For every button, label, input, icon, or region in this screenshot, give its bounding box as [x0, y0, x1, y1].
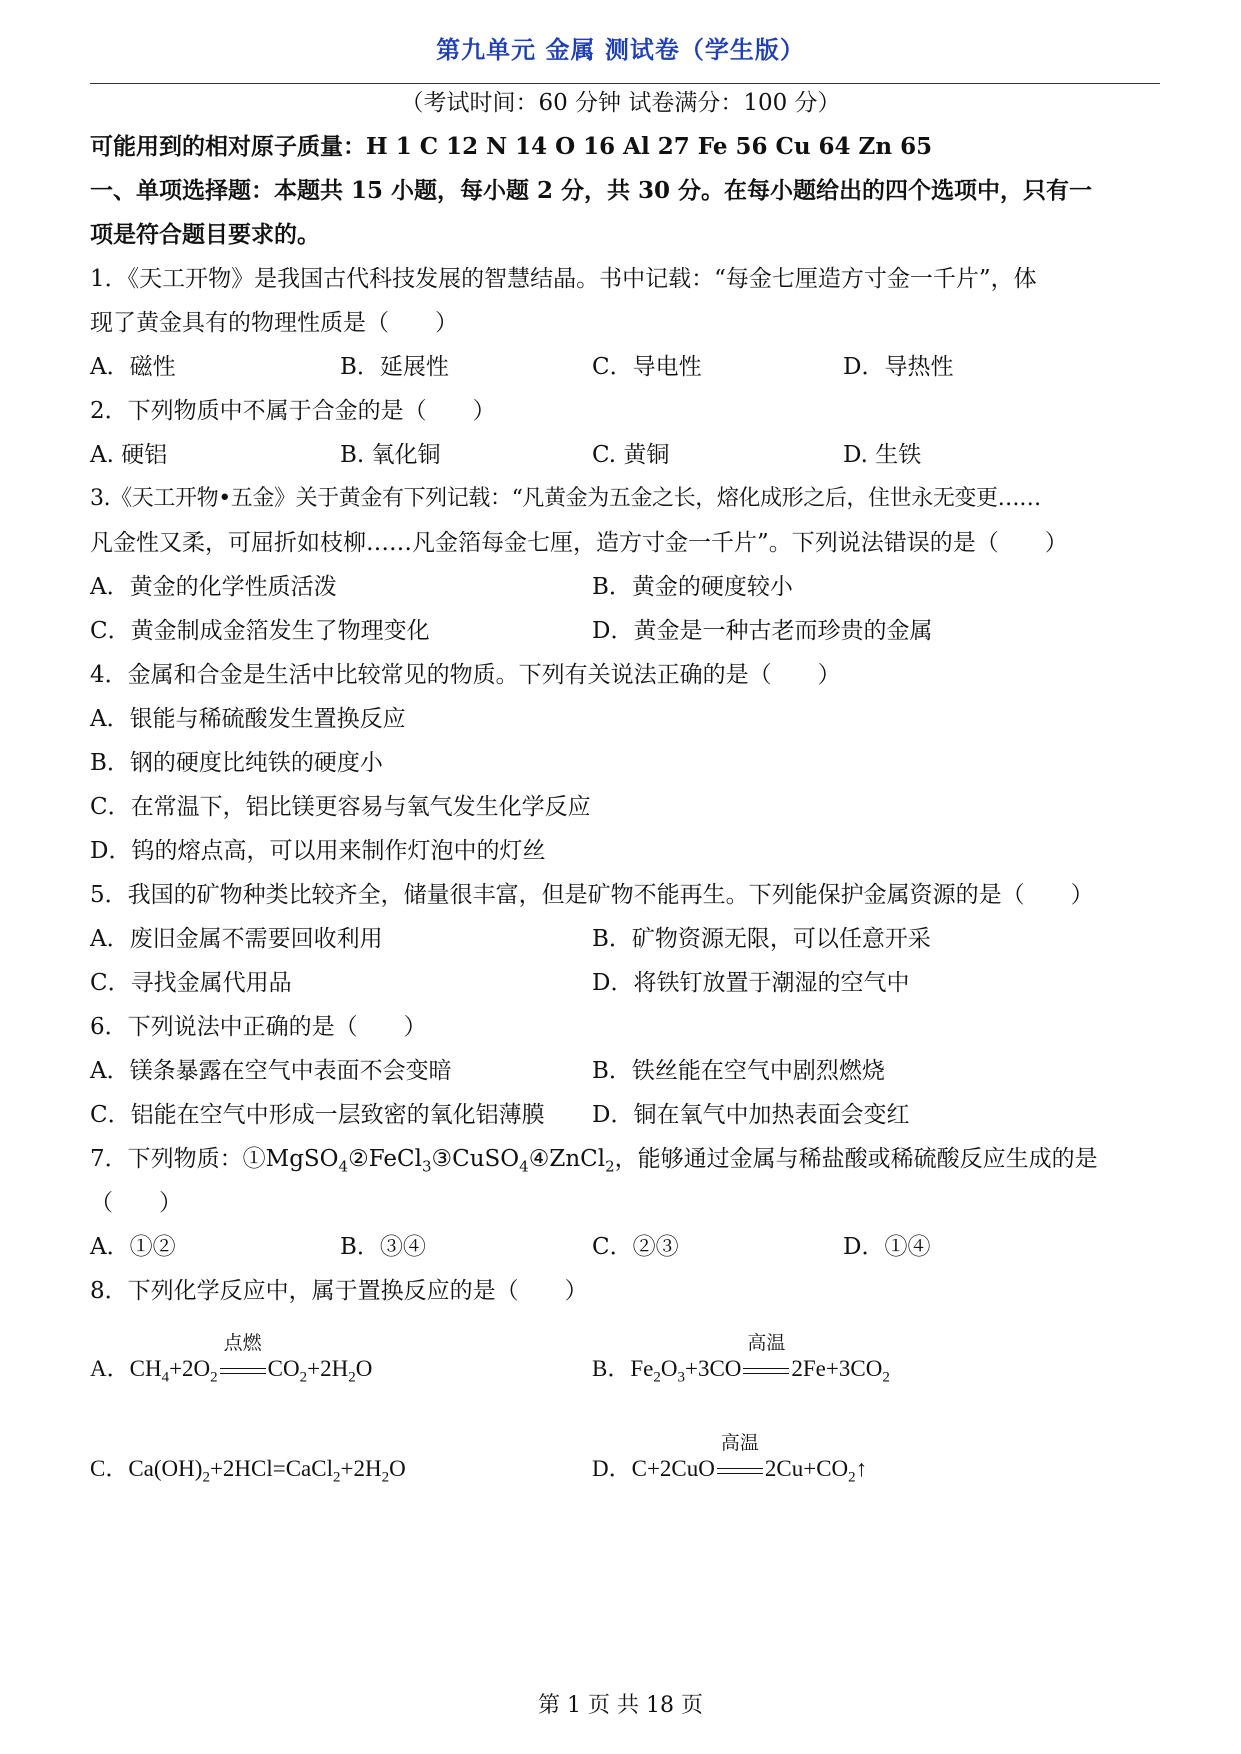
- question-6: 6．下列说法中正确的是（ ）: [90, 1014, 427, 1040]
- question-5: 5．我国的矿物种类比较齐全，储量很丰富，但是矿物不能再生。下列能保护金属资源的是（ ）: [90, 882, 1094, 908]
- q2-option-b: B. 氧化铜: [340, 442, 441, 468]
- q7-option-d: D．①④: [843, 1234, 931, 1260]
- q6-option-a: A．镁条暴露在空气中表面不会变暗: [90, 1058, 452, 1084]
- question-7: 7．下列物质：①MgSO$_4$②FeCl$_3$③CuSO$_4$④ZnCl$_2$，能够通过金属与稀盐酸或稀硫酸反应生成的是: [90, 1146, 1098, 1176]
- section-heading-cont: 项是符合题目要求的。: [90, 221, 320, 248]
- question-8: 8．下列化学反应中，属于置换反应的是（ ）: [90, 1278, 588, 1304]
- q6-option-b: B．铁丝能在空气中剧烈燃烧: [592, 1058, 885, 1084]
- question-3: 3.《天工开物•五金》关于黄金有下列记载：“凡黄金为五金之长，熔化成形之后，住世永无变更……: [90, 486, 1041, 511]
- question-4: 4．金属和合金是生活中比较常见的物质。下列有关说法正确的是（ ）: [90, 662, 841, 688]
- header-rule: [90, 83, 1160, 84]
- question-3-cont: 凡金性又柔，可屈折如枝柳……凡金箔每金七厘，造方寸金一千片”。下列说法错误的是（ ）: [90, 530, 1068, 556]
- q5-option-d: D．将铁钉放置于潮湿的空气中: [592, 970, 910, 996]
- q5-option-c: C．寻找金属代用品: [90, 970, 292, 996]
- q7-option-b: B．③④: [340, 1234, 426, 1260]
- q3-option-d: D．黄金是一种古老而珍贵的金属: [592, 618, 933, 644]
- q4-option-d: D．钨的熔点高，可以用来制作灯泡中的灯丝: [90, 838, 546, 864]
- q1-option-b: B．延展性: [340, 354, 449, 380]
- q7-option-a: A．①②: [90, 1234, 176, 1260]
- q4-option-a: A．银能与稀硫酸发生置换反应: [90, 706, 406, 732]
- q7-option-c: C．②③: [592, 1234, 679, 1260]
- q2-option-a: A. 硬铝: [90, 442, 168, 468]
- q4-option-b: B．钢的硬度比纯铁的硬度小: [90, 750, 383, 776]
- q3-option-c: C．黄金制成金箔发生了物理变化: [90, 618, 430, 644]
- q3-option-b: B．黄金的硬度较小: [592, 574, 793, 600]
- page-title: 第九单元 金属 测试卷（学生版）: [436, 36, 805, 64]
- exam-info: （考试时间：60 分钟 试卷满分：100 分）: [400, 90, 841, 116]
- question-7-cont: （ ）: [90, 1190, 182, 1216]
- question-1: 1．《天工开物》是我国古代科技发展的智慧结晶。书中记载：“每金七厘造方寸金一千片”，体: [90, 266, 1037, 292]
- q1-option-d: D．导热性: [843, 354, 954, 380]
- q2-option-c: C. 黄铜: [592, 442, 670, 468]
- question-2: 2．下列物质中不属于合金的是（ ）: [90, 398, 496, 424]
- q5-option-b: B．矿物资源无限，可以任意开采: [592, 926, 931, 952]
- q8-option-c: C．$Ca(OH)_2+2HCl=CaCl_2+2H_2O$: [90, 1456, 406, 1486]
- q5-option-a: A．废旧金属不需要回收利用: [90, 926, 383, 952]
- atomic-mass: 可能用到的相对原子质量：H 1 C 12 N 14 O 16 Al 27 Fe 56 Cu 64 Zn 65: [90, 133, 933, 160]
- section-heading: 一、单项选择题：本题共 15 小题，每小题 2 分，共 30 分。在每小题给出的四个选项中，只有一: [90, 177, 1093, 204]
- q8-option-a: A．$CH_4+2O_2$ 点燃 $CO_2+2H_2O$: [90, 1333, 373, 1386]
- q3-option-a: A．黄金的化学性质活泼: [90, 574, 337, 600]
- q8-option-b: B．$Fe_2O_3+3CO$ 高温 $2Fe+3CO_2$: [592, 1333, 890, 1386]
- q4-option-c: C．在常温下，铝比镁更容易与氧气发生化学反应: [90, 794, 591, 820]
- q1-option-a: A．磁性: [90, 354, 176, 380]
- q2-option-d: D. 生铁: [843, 442, 922, 468]
- q1-option-c: C．导电性: [592, 354, 702, 380]
- q6-option-c: C．铝能在空气中形成一层致密的氧化铝薄膜: [90, 1102, 545, 1128]
- question-1-cont: 现了黄金具有的物理性质是（ ）: [90, 310, 458, 336]
- q8-option-d: D．C+2CuO 高温 $2Cu+CO_2↑$: [592, 1433, 868, 1486]
- q6-option-d: D．铜在氧气中加热表面会变红: [592, 1102, 910, 1128]
- page-footer: 第 1 页 共 18 页: [538, 1693, 703, 1718]
